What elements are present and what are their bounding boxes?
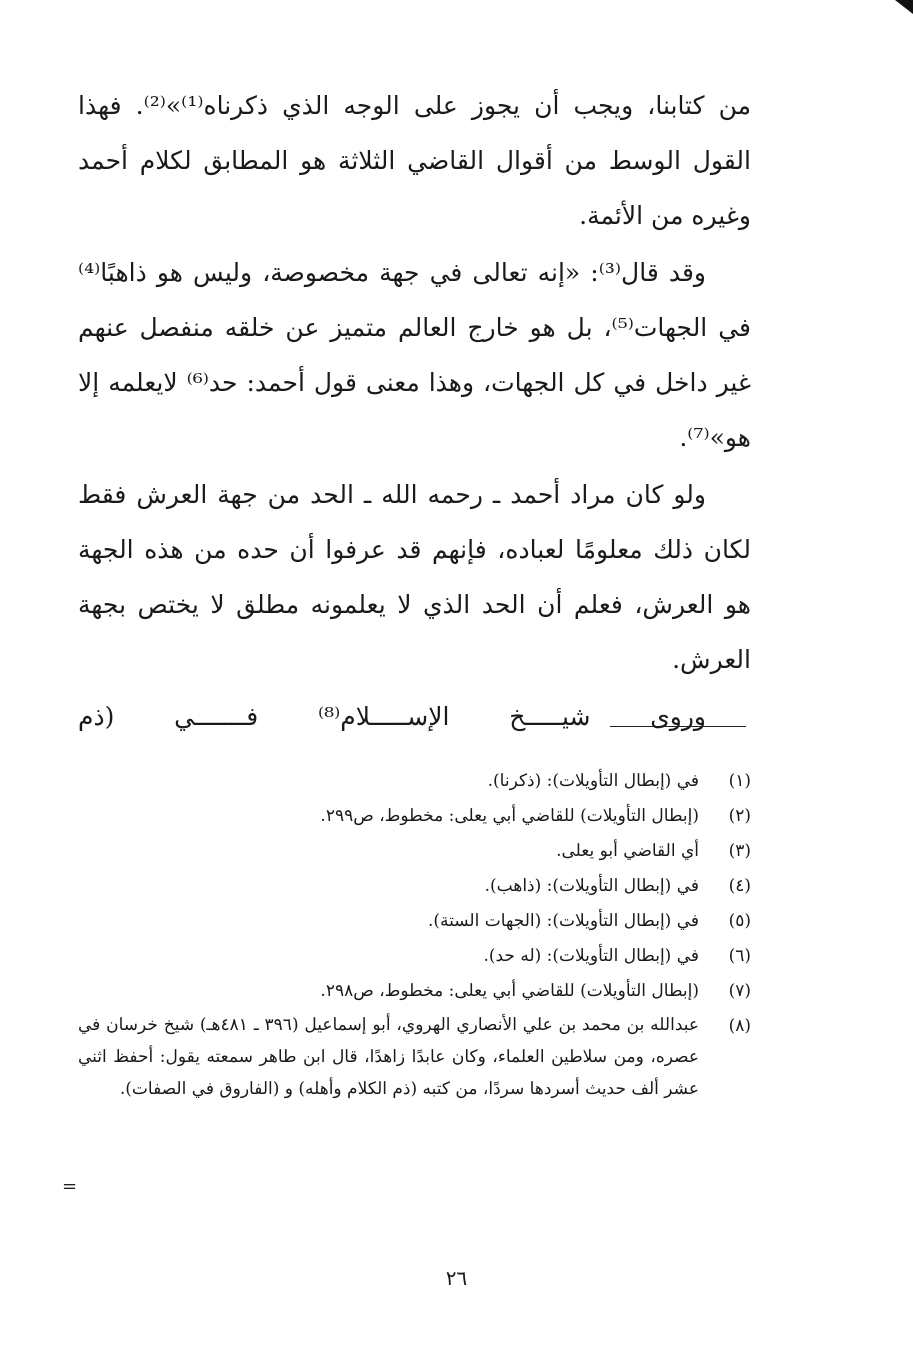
footnote-number: (٨) [728,1016,751,1036]
footnote-text: في (إبطال التأويلات): (ذكرنا). [487,771,699,791]
last-line-word: الإســـــلام⁽⁸⁾ [317,702,450,731]
footnote-text: (إبطال التأويلات) للقاضي أبي يعلى: مخطوط، ص٢٩٩. [320,806,699,826]
footnote-text: أي القاضي أبو يعلى. [556,841,699,861]
footnote-number: (٢) [728,806,751,826]
footnote-2 [78,799,751,834]
footnote-number: (٣) [728,841,751,861]
footnote-text: في (إبطال التأويلات): (ذاهب). [484,876,699,896]
footnote-8 [78,1009,751,1105]
paragraph-3: ولو كان مراد أحمد ـ رحمه الله ـ الحد من جهة العرش فقط لكان ذلك معلومًا لعباده، فإنهم قد عرفوا أن حده من هذه الجهة هو العرش، فعلم أن الحد الذي لا يعلمونه مطلق لا يختص بجهة العرش. [78,480,751,674]
paragraph-2: وقد قال⁽³⁾: «إنه تعالى في جهة مخصوصة، وليس هو ذاهبًا⁽⁴⁾ في الجهات⁽⁵⁾، بل هو خارج العالم متميز عن خلقه منفصل عنهم غير داخل في كل الجهات، وهذا معنى قول أحمد: حد⁽⁶⁾ لايعلمه إلا هو»⁽⁷⁾. [78,258,751,452]
footnote-text: في (إبطال التأويلات): (له حد). [483,946,699,966]
page-number: ٢٦ [445,1266,468,1290]
footnote-text: عبدالله بن محمد بن علي الأنصاري الهروي، أبو إسماعيل (٣٩٦ ـ ٤٨١هـ) شيخ خرسان في عصره، ومن سلاطين العلماء، وكان عابدًا زاهدًا، قال ابن طاهر سمعته يقول: أحفظ اثني عشر ألف حديث أسردها سردًا، من كتبه (ذم الكلام وأهله) و (الفاروق في الصفات). [78,1015,700,1099]
last-line-word: شيـــــخ [509,702,591,731]
last-line-word: فـــــــي [174,702,259,731]
footnote-3 [78,834,751,869]
corner-mark [895,0,913,14]
footnotes [78,764,751,1105]
footnote-6 [78,939,751,974]
footnote-4 [78,869,751,904]
footnote-number: (٤) [728,876,751,896]
footnote-number: (٦) [728,946,751,966]
footnote-1 [78,764,751,799]
footnote-5 [78,904,751,939]
continuation-mark: = [62,1176,78,1197]
footnote-text: (إبطال التأويلات) للقاضي أبي يعلى: مخطوط، ص٢٩٨. [320,981,699,1001]
paragraph-1: من كتابنا، ويجب أن يجوز على الوجه الذي ذكرناه⁽¹⁾»⁽²⁾. فهذا القول الوسط من أقوال القاضي الثلاثة هو المطابق لكلام أحمد وغيره من الأئمة. [78,91,752,230]
footnote-separator [610,726,746,727]
footnote-text: في (إبطال التأويلات): (الجهات الستة). [427,911,699,931]
paragraph-4-first-line [78,689,751,744]
main-text [78,78,751,744]
last-line-word: (ذم [78,702,115,731]
footnote-7 [78,974,751,1009]
footnote-number: (٧) [728,981,751,1001]
footnote-number: (١) [728,771,751,791]
footnote-number: (٥) [728,911,751,931]
last-line-word: وروى [650,702,706,731]
